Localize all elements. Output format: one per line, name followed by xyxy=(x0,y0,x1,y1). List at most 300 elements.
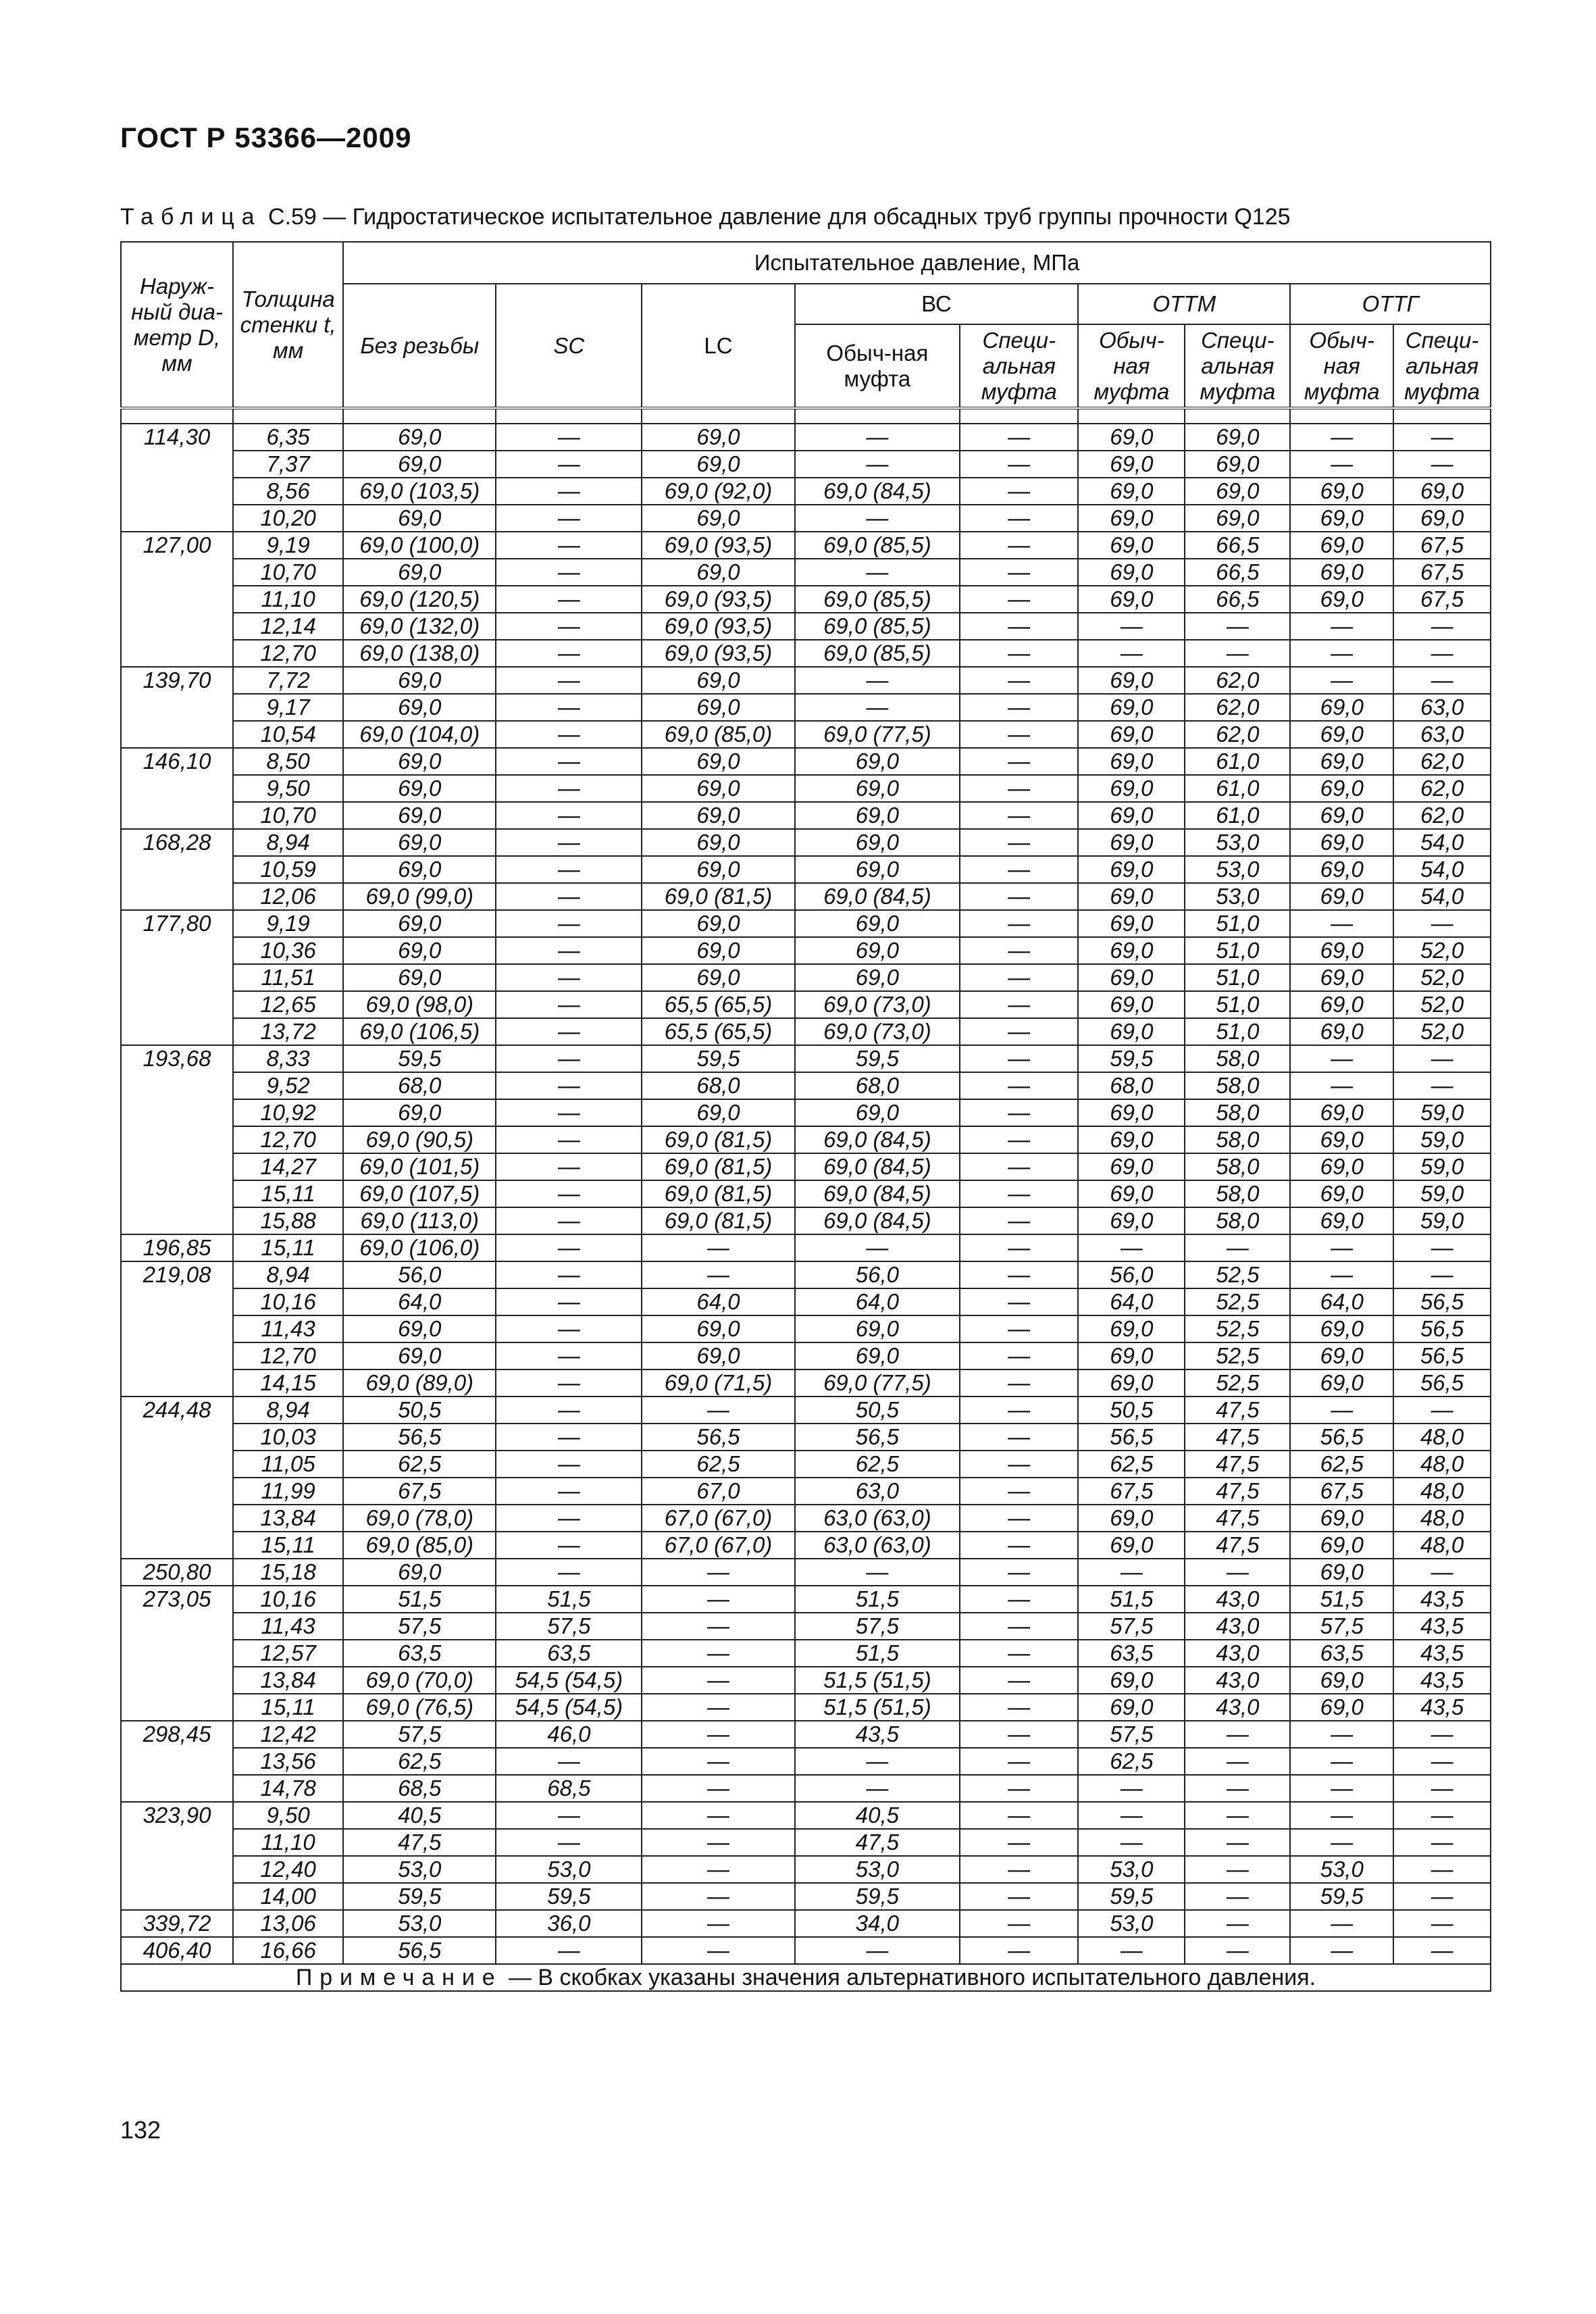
cell-no-thread: 69,0 xyxy=(343,964,496,991)
cell-lc: 69,0 xyxy=(642,775,794,802)
cell-ottm-regular: 68,0 xyxy=(1078,1072,1185,1099)
cell-bc-special: — xyxy=(960,694,1078,721)
cell-bc-special: — xyxy=(960,937,1078,964)
cell-ottg-regular: 69,0 xyxy=(1290,1532,1393,1559)
cell-lc: 56,5 xyxy=(642,1424,794,1451)
cell-ottm-special: — xyxy=(1185,1910,1290,1937)
cell-ottg-special: — xyxy=(1393,1910,1491,1937)
cell-sc: — xyxy=(496,1505,642,1532)
cell-sc: — xyxy=(496,1126,642,1153)
table-row xyxy=(121,1315,1491,1342)
cell-ottg-special: 56,5 xyxy=(1393,1342,1491,1369)
cell-sc: — xyxy=(496,1478,642,1505)
cell-ottg-special: 69,0 xyxy=(1393,505,1491,532)
cell-bc-regular: 69,0 (84,5) xyxy=(795,1180,960,1207)
cell-bc-special: — xyxy=(960,586,1078,613)
cell-no-thread: 63,5 xyxy=(343,1640,496,1667)
cell-ottg-regular: 69,0 xyxy=(1290,586,1393,613)
cell-wall-thickness: 12,40 xyxy=(233,1856,343,1883)
cell-bc-special: — xyxy=(960,991,1078,1018)
cell-ottm-special: 51,0 xyxy=(1185,991,1290,1018)
cell-bc-special: — xyxy=(960,1369,1078,1397)
cell-ottm-special: 47,5 xyxy=(1185,1532,1290,1559)
cell-sc: — xyxy=(496,559,642,586)
cell-ottg-regular: 69,0 xyxy=(1290,1018,1393,1045)
cell-bc-regular: 69,0 xyxy=(795,775,960,802)
cell-bc-regular: 40,5 xyxy=(795,1802,960,1829)
cell-no-thread: 56,5 xyxy=(343,1424,496,1451)
table-row xyxy=(121,775,1491,802)
cell-sc: — xyxy=(496,532,642,559)
cell-bc-special: — xyxy=(960,1261,1078,1288)
cell-no-thread: 69,0 xyxy=(343,856,496,883)
cell-bc-special: — xyxy=(960,1856,1078,1883)
cell-wall-thickness: 12,42 xyxy=(233,1721,343,1748)
cell-bc-regular: 69,0 xyxy=(795,748,960,775)
cell-sc: — xyxy=(496,1180,642,1207)
cell-bc-regular: 68,0 xyxy=(795,1072,960,1099)
cell-ottm-regular: 53,0 xyxy=(1078,1856,1185,1883)
cell-sc: — xyxy=(496,1099,642,1126)
cell-outer-diameter: 139,70 xyxy=(121,667,233,748)
cell-ottg-regular: 69,0 xyxy=(1290,856,1393,883)
cell-ottm-special: — xyxy=(1185,1721,1290,1748)
cell-bc-regular: 63,0 (63,0) xyxy=(795,1532,960,1559)
cell-bc-regular: 53,0 xyxy=(795,1856,960,1883)
header-lc: LC xyxy=(642,284,794,408)
cell-ottg-special: 59,0 xyxy=(1393,1099,1491,1126)
cell-wall-thickness: 10,36 xyxy=(233,937,343,964)
cell-sc: — xyxy=(496,1802,642,1829)
cell-lc: 67,0 (67,0) xyxy=(642,1532,794,1559)
cell-lc: 69,0 xyxy=(642,451,794,478)
cell-ottg-special: 52,0 xyxy=(1393,991,1491,1018)
cell-outer-diameter: 177,80 xyxy=(121,910,233,1045)
cell-no-thread: 69,0 (138,0) xyxy=(343,640,496,667)
cell-no-thread: 69,0 (106,5) xyxy=(343,1018,496,1045)
cell-ottm-special: 58,0 xyxy=(1185,1207,1290,1234)
cell-ottm-special: 43,0 xyxy=(1185,1586,1290,1613)
cell-wall-thickness: 15,11 xyxy=(233,1234,343,1261)
cell-ottm-regular: 69,0 xyxy=(1078,991,1185,1018)
cell-sc: — xyxy=(496,424,642,451)
cell-lc: 67,0 (67,0) xyxy=(642,1505,794,1532)
cell-ottg-regular: 69,0 xyxy=(1290,478,1393,505)
cell-wall-thickness: 7,37 xyxy=(233,451,343,478)
cell-sc: — xyxy=(496,1451,642,1478)
cell-wall-thickness: 10,70 xyxy=(233,802,343,829)
table-row xyxy=(121,1937,1491,1964)
cell-lc: 69,0 (93,5) xyxy=(642,586,794,613)
cell-no-thread: 69,0 (106,0) xyxy=(343,1234,496,1261)
cell-lc: 69,0 (81,5) xyxy=(642,1126,794,1153)
cell-ottg-special: 52,0 xyxy=(1393,964,1491,991)
cell-ottm-regular: 69,0 xyxy=(1078,910,1185,937)
cell-ottm-special: 66,5 xyxy=(1185,532,1290,559)
cell-wall-thickness: 11,10 xyxy=(233,1829,343,1856)
document-code: ГОСТ Р 53366—2009 xyxy=(120,122,412,153)
cell-ottm-special: 47,5 xyxy=(1185,1505,1290,1532)
cell-no-thread: 69,0 xyxy=(343,451,496,478)
cell-no-thread: 69,0 xyxy=(343,1099,496,1126)
cell-lc: 69,0 (81,5) xyxy=(642,883,794,910)
cell-bc-regular: 59,5 xyxy=(795,1883,960,1910)
table-foot xyxy=(121,1964,1491,1991)
cell-lc: 69,0 xyxy=(642,964,794,991)
cell-sc: — xyxy=(496,586,642,613)
cell-no-thread: 69,0 xyxy=(343,937,496,964)
cell-wall-thickness: 10,92 xyxy=(233,1099,343,1126)
cell-lc: 69,0 (93,5) xyxy=(642,640,794,667)
header-no-thread: Без резьбы xyxy=(343,284,496,408)
cell-ottm-special: 52,5 xyxy=(1185,1288,1290,1315)
cell-wall-thickness: 9,19 xyxy=(233,532,343,559)
cell-bc-regular: 43,5 xyxy=(795,1721,960,1748)
cell-ottm-regular: 69,0 xyxy=(1078,964,1185,991)
cell-ottm-special: 43,0 xyxy=(1185,1694,1290,1721)
cell-sc: 68,5 xyxy=(496,1775,642,1802)
cell-bc-special: — xyxy=(960,1072,1078,1099)
cell-sc: 54,5 (54,5) xyxy=(496,1667,642,1694)
cell-no-thread: 69,0 (132,0) xyxy=(343,613,496,640)
cell-bc-special: — xyxy=(960,424,1078,451)
cell-ottm-special: 58,0 xyxy=(1185,1099,1290,1126)
cell-ottm-regular: 69,0 xyxy=(1078,1667,1185,1694)
cell-ottg-regular: 69,0 xyxy=(1290,1099,1393,1126)
cell-sc: — xyxy=(496,1072,642,1099)
cell-bc-special: — xyxy=(960,451,1078,478)
cell-lc: — xyxy=(642,1397,794,1424)
cell-ottg-regular: 69,0 xyxy=(1290,1315,1393,1342)
cell-ottm-regular: 69,0 xyxy=(1078,829,1185,856)
cell-ottg-special: — xyxy=(1393,640,1491,667)
cell-sc: — xyxy=(496,694,642,721)
cell-lc: — xyxy=(642,1883,794,1910)
table-row xyxy=(121,1072,1491,1099)
cell-ottg-special: — xyxy=(1393,667,1491,694)
cell-wall-thickness: 8,94 xyxy=(233,1261,343,1288)
cell-no-thread: 69,0 (113,0) xyxy=(343,1207,496,1234)
cell-ottg-special: — xyxy=(1393,451,1491,478)
cell-ottm-special: 51,0 xyxy=(1185,910,1290,937)
cell-bc-special: — xyxy=(960,829,1078,856)
cell-sc: — xyxy=(496,505,642,532)
cell-ottg-regular: 69,0 xyxy=(1290,991,1393,1018)
cell-ottg-special: — xyxy=(1393,1234,1491,1261)
cell-bc-regular: 57,5 xyxy=(795,1613,960,1640)
cell-bc-regular: — xyxy=(795,451,960,478)
cell-ottm-regular: 51,5 xyxy=(1078,1586,1185,1613)
table-row xyxy=(121,1424,1491,1451)
cell-no-thread: 69,0 xyxy=(343,829,496,856)
cell-bc-regular: — xyxy=(795,667,960,694)
table-row xyxy=(121,1775,1491,1802)
cell-ottm-special: 69,0 xyxy=(1185,451,1290,478)
cell-ottm-regular: 69,0 xyxy=(1078,1153,1185,1180)
cell-ottg-regular: 69,0 xyxy=(1290,829,1393,856)
cell-ottm-regular: 57,5 xyxy=(1078,1721,1185,1748)
cell-ottg-special: 54,0 xyxy=(1393,829,1491,856)
cell-wall-thickness: 14,15 xyxy=(233,1369,343,1397)
cell-outer-diameter: 196,85 xyxy=(121,1234,233,1261)
cell-ottm-special: 53,0 xyxy=(1185,829,1290,856)
cell-bc-regular: — xyxy=(795,1234,960,1261)
cell-wall-thickness: 15,11 xyxy=(233,1694,343,1721)
cell-ottm-regular: 67,5 xyxy=(1078,1478,1185,1505)
cell-bc-regular: 62,5 xyxy=(795,1451,960,1478)
cell-sc: — xyxy=(496,1532,642,1559)
cell-ottg-regular: 59,5 xyxy=(1290,1883,1393,1910)
cell-ottm-regular: 69,0 xyxy=(1078,505,1185,532)
cell-no-thread: 67,5 xyxy=(343,1478,496,1505)
cell-ottg-regular: 64,0 xyxy=(1290,1288,1393,1315)
cell-bc-regular: 69,0 xyxy=(795,1342,960,1369)
cell-ottg-regular: 69,0 xyxy=(1290,1207,1393,1234)
cell-ottm-regular: 69,0 xyxy=(1078,775,1185,802)
cell-ottm-special: 43,0 xyxy=(1185,1613,1290,1640)
cell-bc-special: — xyxy=(960,748,1078,775)
cell-ottm-special: 58,0 xyxy=(1185,1072,1290,1099)
cell-ottm-regular: 69,0 xyxy=(1078,883,1185,910)
cell-bc-special: — xyxy=(960,1099,1078,1126)
cell-lc: — xyxy=(642,1775,794,1802)
cell-lc: 69,0 xyxy=(642,910,794,937)
cell-ottg-special: 52,0 xyxy=(1393,1018,1491,1045)
cell-ottm-special: — xyxy=(1185,613,1290,640)
cell-ottm-regular: 59,5 xyxy=(1078,1045,1185,1072)
cell-bc-special: — xyxy=(960,1126,1078,1153)
cell-bc-regular: 69,0 (73,0) xyxy=(795,991,960,1018)
cell-wall-thickness: 13,06 xyxy=(233,1910,343,1937)
cell-ottg-special: 48,0 xyxy=(1393,1532,1491,1559)
cell-sc: — xyxy=(496,1424,642,1451)
cell-ottm-regular: 69,0 xyxy=(1078,478,1185,505)
cell-bc-special: — xyxy=(960,667,1078,694)
cell-no-thread: 69,0 xyxy=(343,910,496,937)
header-ottg-special: Специ-альная муфта xyxy=(1393,324,1491,408)
table-row xyxy=(121,829,1491,856)
table-row xyxy=(121,748,1491,775)
cell-ottm-regular: 69,0 xyxy=(1078,721,1185,748)
cell-sc: 59,5 xyxy=(496,1883,642,1910)
cell-ottg-regular: 69,0 xyxy=(1290,937,1393,964)
cell-ottm-regular: 62,5 xyxy=(1078,1748,1185,1775)
table-row xyxy=(121,1342,1491,1369)
cell-bc-regular: 69,0 xyxy=(795,910,960,937)
table-row xyxy=(121,883,1491,910)
cell-ottg-regular: 69,0 xyxy=(1290,802,1393,829)
cell-no-thread: 59,5 xyxy=(343,1045,496,1072)
cell-lc: — xyxy=(642,1721,794,1748)
table-row xyxy=(121,559,1491,586)
cell-ottg-special: 67,5 xyxy=(1393,559,1491,586)
cell-no-thread: 69,0 (103,5) xyxy=(343,478,496,505)
cell-lc: 69,0 xyxy=(642,937,794,964)
cell-ottm-regular: 56,0 xyxy=(1078,1261,1185,1288)
cell-ottm-special: 51,0 xyxy=(1185,1018,1290,1045)
cell-bc-special: — xyxy=(960,1748,1078,1775)
cell-bc-regular: 69,0 (84,5) xyxy=(795,478,960,505)
cell-ottg-special: 48,0 xyxy=(1393,1505,1491,1532)
cell-ottg-regular: — xyxy=(1290,667,1393,694)
cell-no-thread: 51,5 xyxy=(343,1586,496,1613)
note-text: — В скобках указаны значения альтернативного испытательного давления. xyxy=(502,1965,1316,1990)
cell-bc-regular: 69,0 xyxy=(795,856,960,883)
cell-ottg-special: 43,5 xyxy=(1393,1694,1491,1721)
cell-no-thread: 69,0 (104,0) xyxy=(343,721,496,748)
cell-bc-special: — xyxy=(960,721,1078,748)
cell-ottm-regular: 69,0 xyxy=(1078,1180,1185,1207)
cell-ottm-regular: — xyxy=(1078,1234,1185,1261)
cell-no-thread: 69,0 (90,5) xyxy=(343,1126,496,1153)
cell-ottg-regular: 63,5 xyxy=(1290,1640,1393,1667)
cell-no-thread: 57,5 xyxy=(343,1613,496,1640)
cell-ottg-regular: 69,0 xyxy=(1290,964,1393,991)
cell-ottm-regular: 53,0 xyxy=(1078,1910,1185,1937)
cell-ottg-special: — xyxy=(1393,1721,1491,1748)
cell-bc-regular: 69,0 (84,5) xyxy=(795,883,960,910)
cell-bc-special: — xyxy=(960,1153,1078,1180)
table-row xyxy=(121,640,1491,667)
cell-no-thread: 68,0 xyxy=(343,1072,496,1099)
cell-bc-regular: 51,5 (51,5) xyxy=(795,1694,960,1721)
table-row xyxy=(121,1153,1491,1180)
cell-wall-thickness: 6,35 xyxy=(233,424,343,451)
cell-bc-regular: 69,0 (84,5) xyxy=(795,1207,960,1234)
cell-sc: — xyxy=(496,667,642,694)
cell-ottg-special: 59,0 xyxy=(1393,1153,1491,1180)
table-caption xyxy=(120,204,1491,230)
table-row xyxy=(121,1451,1491,1478)
cell-outer-diameter: 168,28 xyxy=(121,829,233,910)
cell-ottm-regular: — xyxy=(1078,640,1185,667)
cell-ottg-regular: — xyxy=(1290,1829,1393,1856)
cell-sc: — xyxy=(496,613,642,640)
cell-bc-special: — xyxy=(960,1667,1078,1694)
cell-outer-diameter: 193,68 xyxy=(121,1045,233,1234)
cell-no-thread: 69,0 (99,0) xyxy=(343,883,496,910)
cell-ottg-regular: — xyxy=(1290,1721,1393,1748)
caption-prefix: Таблица xyxy=(120,204,262,230)
cell-outer-diameter: 323,90 xyxy=(121,1802,233,1910)
cell-ottm-special: 61,0 xyxy=(1185,748,1290,775)
cell-wall-thickness: 8,50 xyxy=(233,748,343,775)
cell-lc: — xyxy=(642,1856,794,1883)
cell-bc-regular: — xyxy=(795,1937,960,1964)
cell-lc: 69,0 xyxy=(642,829,794,856)
cell-bc-regular: 56,5 xyxy=(795,1424,960,1451)
cell-ottg-special: — xyxy=(1393,1261,1491,1288)
cell-ottg-special: 48,0 xyxy=(1393,1424,1491,1451)
cell-ottg-special: 62,0 xyxy=(1393,748,1491,775)
cell-ottm-special: 53,0 xyxy=(1185,883,1290,910)
cell-lc: 69,0 xyxy=(642,667,794,694)
cell-lc: 69,0 (81,5) xyxy=(642,1153,794,1180)
table-row xyxy=(121,1288,1491,1315)
cell-wall-thickness: 9,50 xyxy=(233,1802,343,1829)
cell-bc-regular: 51,5 xyxy=(795,1586,960,1613)
cell-ottg-regular: 53,0 xyxy=(1290,1856,1393,1883)
cell-no-thread: 53,0 xyxy=(343,1856,496,1883)
cell-ottm-regular: 56,5 xyxy=(1078,1424,1185,1451)
table-row xyxy=(121,1369,1491,1397)
cell-lc: 69,0 (71,5) xyxy=(642,1369,794,1397)
cell-sc: — xyxy=(496,1261,642,1288)
cell-ottm-special: 58,0 xyxy=(1185,1180,1290,1207)
cell-bc-special: — xyxy=(960,1397,1078,1424)
cell-outer-diameter: 244,48 xyxy=(121,1397,233,1559)
cell-sc: — xyxy=(496,1748,642,1775)
cell-bc-regular: 69,0 xyxy=(795,1315,960,1342)
cell-bc-regular: 51,5 xyxy=(795,1640,960,1667)
cell-ottg-regular: — xyxy=(1290,1775,1393,1802)
cell-ottg-special: 43,5 xyxy=(1393,1613,1491,1640)
cell-ottm-special: 47,5 xyxy=(1185,1424,1290,1451)
cell-wall-thickness: 14,78 xyxy=(233,1775,343,1802)
cell-sc: 57,5 xyxy=(496,1613,642,1640)
cell-bc-regular: 69,0 xyxy=(795,829,960,856)
cell-bc-regular: 51,5 (51,5) xyxy=(795,1667,960,1694)
cell-wall-thickness: 7,72 xyxy=(233,667,343,694)
cell-wall-thickness: 12,70 xyxy=(233,1342,343,1369)
cell-bc-special: — xyxy=(960,1802,1078,1829)
table-row xyxy=(121,1559,1491,1586)
cell-ottm-regular: 69,0 xyxy=(1078,451,1185,478)
cell-bc-regular: — xyxy=(795,1748,960,1775)
table-row xyxy=(121,667,1491,694)
cell-bc-regular: 69,0 (84,5) xyxy=(795,1126,960,1153)
cell-wall-thickness: 11,43 xyxy=(233,1315,343,1342)
cell-lc: — xyxy=(642,1667,794,1694)
cell-ottm-regular: 69,0 xyxy=(1078,1342,1185,1369)
cell-ottm-regular: — xyxy=(1078,613,1185,640)
cell-bc-regular: 69,0 (77,5) xyxy=(795,1369,960,1397)
cell-ottg-regular: — xyxy=(1290,613,1393,640)
cell-ottm-special: 61,0 xyxy=(1185,802,1290,829)
table-row xyxy=(121,1856,1491,1883)
cell-sc: 51,5 xyxy=(496,1586,642,1613)
cell-ottg-regular: 69,0 xyxy=(1290,1559,1393,1586)
cell-bc-special: — xyxy=(960,1613,1078,1640)
cell-ottm-special: 58,0 xyxy=(1185,1126,1290,1153)
cell-no-thread: 69,0 xyxy=(343,748,496,775)
cell-sc: 53,0 xyxy=(496,1856,642,1883)
cell-ottg-regular: — xyxy=(1290,1397,1393,1424)
page-number: 132 xyxy=(120,2116,161,2144)
cell-ottm-special: 58,0 xyxy=(1185,1045,1290,1072)
cell-bc-regular: 34,0 xyxy=(795,1910,960,1937)
cell-lc: 65,5 (65,5) xyxy=(642,991,794,1018)
cell-lc: 69,0 (92,0) xyxy=(642,478,794,505)
cell-bc-special: — xyxy=(960,1829,1078,1856)
cell-wall-thickness: 10,70 xyxy=(233,559,343,586)
table-row xyxy=(121,1694,1491,1721)
cell-ottm-regular: — xyxy=(1078,1775,1185,1802)
cell-ottg-regular: — xyxy=(1290,1802,1393,1829)
cell-ottg-special: 43,5 xyxy=(1393,1640,1491,1667)
cell-no-thread: 69,0 (85,0) xyxy=(343,1532,496,1559)
cell-lc: — xyxy=(642,1748,794,1775)
cell-no-thread: 56,0 xyxy=(343,1261,496,1288)
cell-ottg-regular: 69,0 xyxy=(1290,748,1393,775)
cell-ottg-special: 43,5 xyxy=(1393,1586,1491,1613)
cell-ottm-special: 69,0 xyxy=(1185,505,1290,532)
cell-ottg-special: 69,0 xyxy=(1393,478,1491,505)
cell-bc-regular: 69,0 (85,5) xyxy=(795,532,960,559)
cell-ottm-regular: 69,0 xyxy=(1078,1694,1185,1721)
cell-ottg-special: 56,5 xyxy=(1393,1369,1491,1397)
cell-bc-regular: 56,0 xyxy=(795,1261,960,1288)
